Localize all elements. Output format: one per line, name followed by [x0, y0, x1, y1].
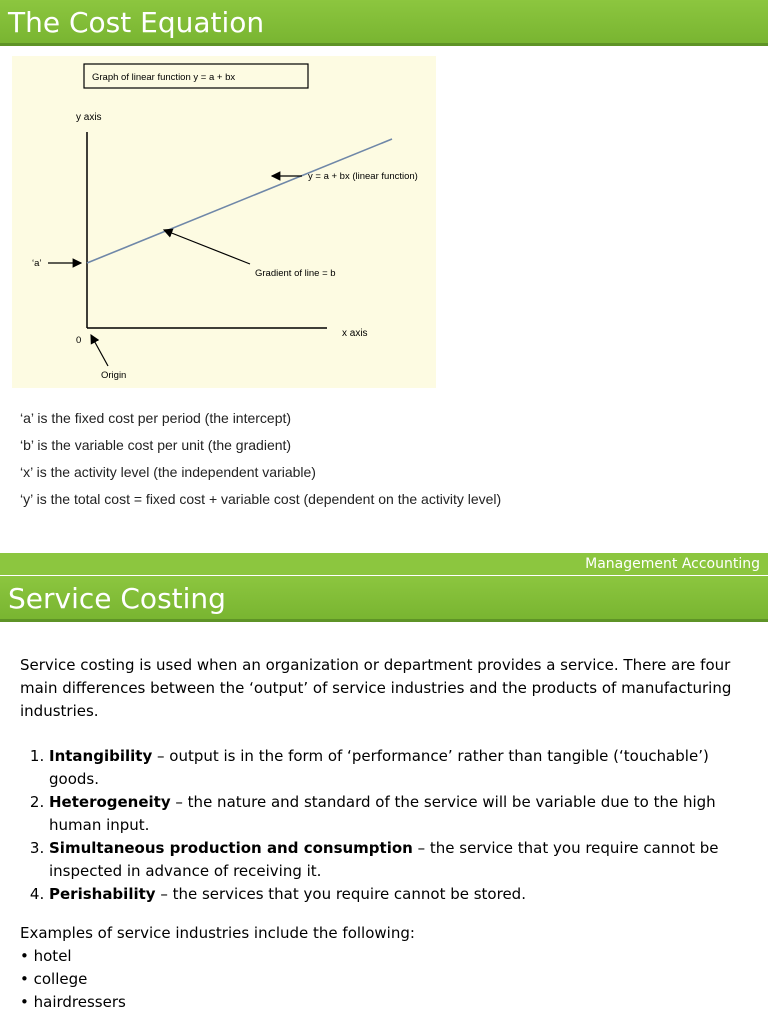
- list-item: [49, 837, 755, 883]
- list-item: [49, 883, 755, 906]
- examples-list: [20, 945, 755, 1014]
- diagram-svg: [12, 56, 436, 388]
- example-item: • hairdressers: [20, 991, 755, 1014]
- footer-bar: [0, 553, 768, 575]
- a-label: ‘a’: [32, 258, 42, 269]
- diagram-title: Graph of linear function y = a + bx: [92, 72, 236, 83]
- slide-title: Service Costing: [0, 576, 768, 622]
- item-term: Heterogeneity: [49, 793, 171, 811]
- x-axis-label: x axis: [342, 328, 368, 339]
- definition-y: ‘y’ is the total cost = fixed cost + variable cost (dependent on the activity level): [20, 491, 502, 507]
- item-term: Intangibility: [49, 747, 153, 765]
- item-term: Perishability: [49, 885, 156, 903]
- example-item: • college: [20, 968, 755, 991]
- item-text: – the services that you require cannot be stored.: [155, 885, 526, 903]
- definition-b: ‘b’ is the variable cost per unit (the gradient): [20, 437, 292, 453]
- examples-heading: Examples of service industries include the following:: [20, 924, 415, 942]
- example-item: • hotel: [20, 945, 755, 968]
- footer-label: Management Accounting: [585, 556, 760, 572]
- service-costing-body: [20, 654, 755, 1014]
- slide-title: The Cost Equation: [0, 0, 768, 46]
- item-text: – the nature and standard of the service will be variable due to the high human input.: [49, 793, 716, 834]
- origin-arrow: [91, 335, 108, 366]
- linear-function-diagram: [12, 56, 436, 388]
- y-axis-label: y axis: [76, 112, 102, 123]
- item-text: – output is in the form of ‘performance’ rather than tangible (‘touchable’) goods.: [49, 747, 709, 788]
- list-item: [49, 791, 755, 837]
- gradient-arrow: [164, 230, 250, 264]
- gradient-label: Gradient of line = b: [255, 268, 336, 279]
- list-item: [49, 745, 755, 791]
- intro-paragraph: Service costing is used when an organization or department provides a service. There are four main differences between the ‘output’ of service industries and the products of manufacturing industries.: [20, 656, 732, 720]
- item-term: Simultaneous production and consumption: [49, 839, 413, 857]
- origin-zero: 0: [76, 335, 82, 346]
- definitions-list: [20, 410, 520, 518]
- line-label: y = a + bx (linear function): [308, 171, 418, 182]
- definition-x: ‘x’ is the activity level (the independent variable): [20, 464, 316, 480]
- item-text: – the service that you require cannot be inspected in advance of receiving it.: [49, 839, 719, 880]
- linear-function-line: [87, 139, 392, 263]
- differences-list: [20, 745, 755, 906]
- origin-label: Origin: [101, 370, 127, 381]
- definition-a: ‘a’ is the fixed cost per period (the intercept): [20, 410, 292, 426]
